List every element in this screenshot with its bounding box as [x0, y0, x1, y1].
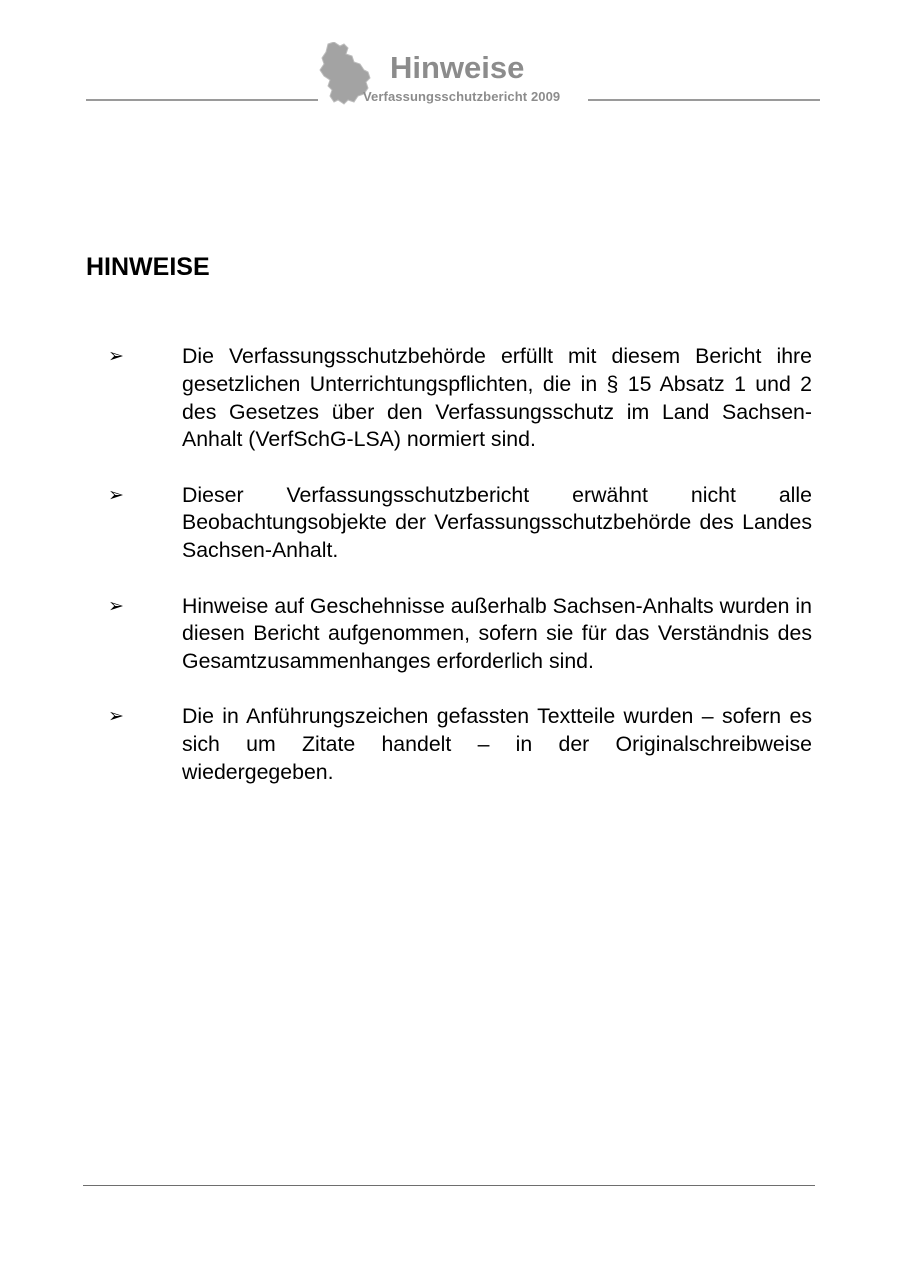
- notes-list: [0, 343, 900, 814]
- header-subtitle: Verfassungsschutzbericht 2009: [363, 89, 561, 104]
- header-rule-right: [588, 99, 820, 101]
- arrow-bullet-icon: ➢: [108, 594, 124, 617]
- note-text: Hinweise auf Geschehnisse außerhalb Sachsen-Anhalts wurden in diesen Bericht aufgenommen, sofern sie für das Verständnis des Gesamtzusammenhanges erforderlich sind.: [182, 593, 812, 674]
- note-text: Die Verfassungsschutzbehörde erfüllt mit diesem Bericht ihre gesetzlichen Unterrichtungspflichten, die in § 15 Absatz 1 und 2 des Gesetzes über den Verfassungsschutz im Land Sachsen-Anhalt (VerfSchG-LSA) normiert sind.: [182, 344, 812, 452]
- page-heading: HINWEISE: [86, 253, 210, 281]
- list-item: [0, 593, 900, 676]
- list-item: [0, 343, 900, 454]
- note-text: Die in Anführungszeichen gefassten Textteile wurden – sofern es sich um Zitate handelt – in der Originalschreibweise wiedergegeben.: [182, 704, 812, 785]
- header-title: Hinweise: [390, 50, 525, 85]
- page-header: [0, 0, 900, 120]
- list-item: [0, 482, 900, 565]
- arrow-bullet-icon: ➢: [108, 345, 124, 367]
- header-rule-left: [86, 99, 318, 101]
- arrow-bullet-icon: ➢: [108, 705, 124, 728]
- note-text: Dieser Verfassungsschutzbericht erwähnt nicht alle Beobachtungsobjekte der Verfassungsschutzbehörde des Landes Sachsen-Anhalt.: [182, 482, 812, 563]
- list-item: [0, 703, 900, 786]
- footer-rule: [83, 1185, 815, 1186]
- arrow-bullet-icon: ➢: [108, 483, 124, 506]
